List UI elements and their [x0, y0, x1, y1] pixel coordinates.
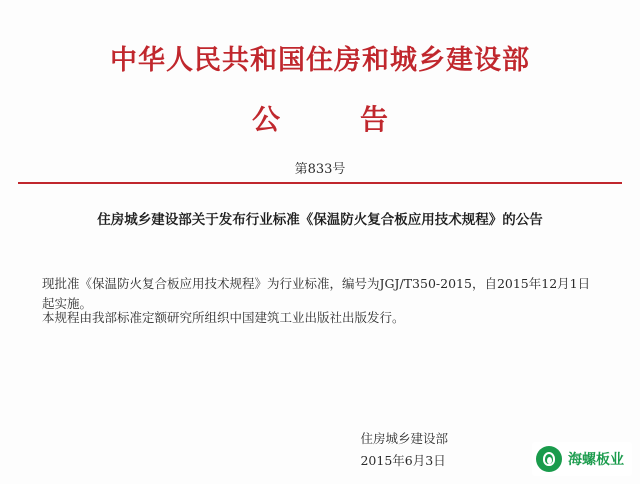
body-paragraph-1: 现批准《保温防火复合板应用技术规程》为行业标准，编号为JGJ/T350-2015，自2015年12月1日起实施。 [42, 276, 591, 311]
document-header-title: 中华人民共和国住房和城乡建设部 [110, 45, 530, 76]
watermark-badge [532, 442, 632, 476]
watermark-brand-label: 海螺板业 [568, 452, 624, 468]
body-paragraph-2: 本规程由我部标准定额研究所组织中国建筑工业出版社出版发行。 [42, 310, 405, 325]
signature-block [360, 428, 448, 472]
announcement-title: 住房城乡建设部关于发布行业标准《保温防火复合板应用技术规程》的公告 [97, 212, 543, 228]
conch-shell-icon [536, 446, 562, 472]
signature-issuer: 住房城乡建设部 [360, 431, 448, 446]
document-number: 第833号 [294, 162, 346, 177]
document-type-label: 公 告 [251, 103, 414, 136]
signature-date: 2015年6月3日 [360, 453, 446, 468]
header-divider [18, 182, 622, 184]
